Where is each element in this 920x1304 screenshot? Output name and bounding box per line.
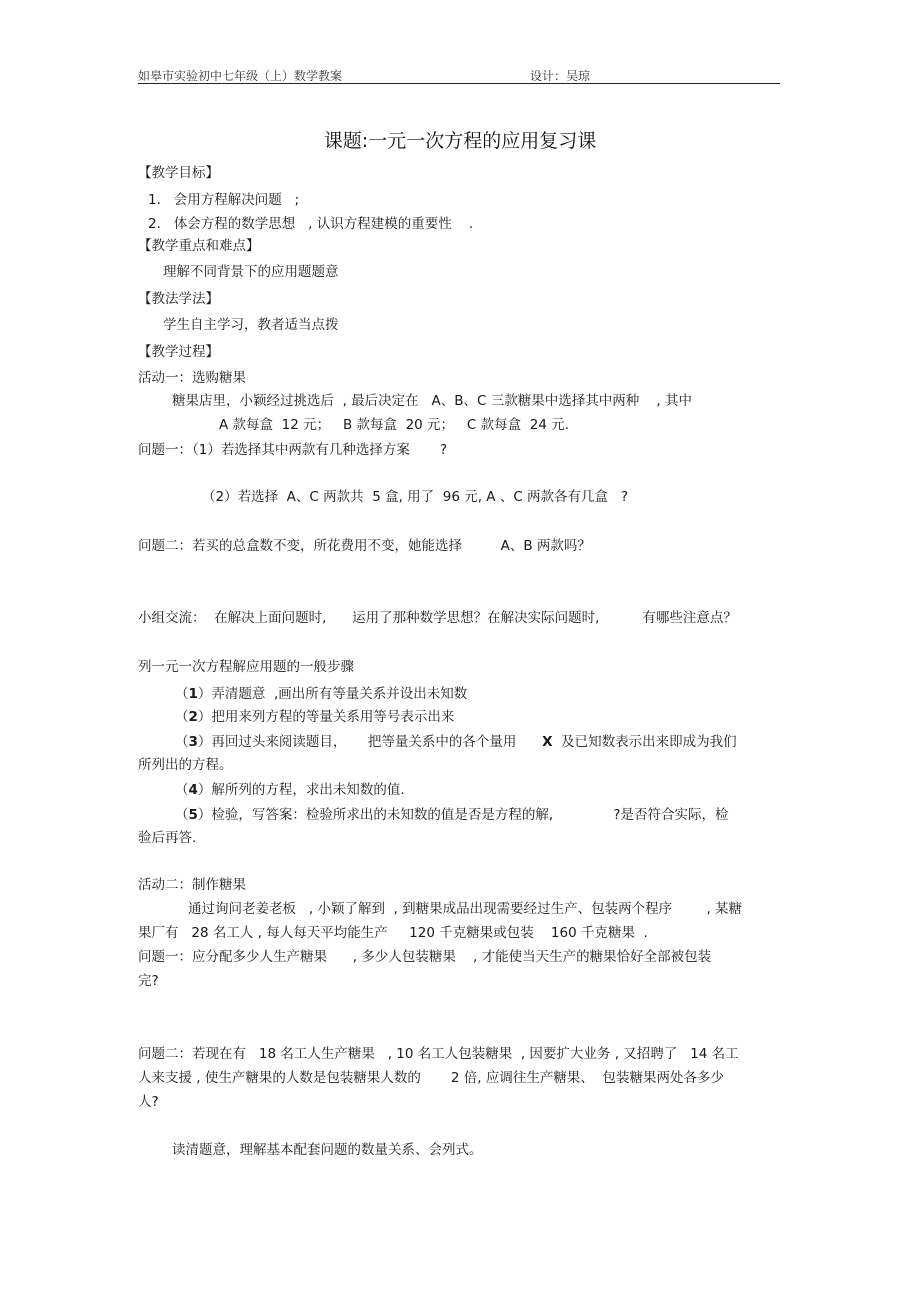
step-3-number: 3 bbox=[188, 734, 198, 750]
step-1: （1）弄清题意 ,画出所有等量关系并设出未知数 bbox=[175, 686, 468, 702]
closing-note: 读清题意，理解基本配套问题的数量关系、会列式。 bbox=[172, 1142, 483, 1158]
step-4-number: 4 bbox=[188, 782, 198, 798]
lesson-title: 课题:一元一次方程的应用复习课 bbox=[323, 130, 597, 152]
activity2-question2-line3: 人? bbox=[138, 1094, 159, 1110]
activity1-question1-part2: （2）若选择 A、C 两款共 5 盒, 用了 96 元, A 、C 两款各有几盒 ? bbox=[202, 489, 629, 505]
activity2-question2-line1: 问题二：若现在有 18 名工人生产糖果 , 10 名工人包装糖果 , 因要扩大业务 , 又招聘了 14 名工 bbox=[138, 1046, 739, 1062]
objective-item-2: 2. 体会方程的数学思想 , 认识方程建模的重要性 . bbox=[148, 216, 474, 232]
step-3: （3）再回过头来阅读题目， 把等量关系中的各个量用 X 及已知数表示出来即成为我们 bbox=[175, 734, 737, 750]
step-4-text: 解所列的方程，求出未知数的值. bbox=[211, 782, 405, 798]
step-1-text: 弄清题意 ,画出所有等量关系并设出未知数 bbox=[211, 686, 468, 702]
step-1-number: 1 bbox=[188, 686, 198, 702]
step-4: （4）解所列的方程，求出未知数的值. bbox=[175, 782, 405, 798]
header-divider bbox=[138, 83, 780, 84]
step-5-continuation: 验后再答. bbox=[138, 830, 197, 846]
step-5-text: 检验，写答案：检验所求出的未知数的值是否是方程的解, ?是否符合实际，检 bbox=[211, 807, 729, 823]
step-2-text: 把用来列方程的等量关系用等号表示出来 bbox=[211, 709, 455, 725]
step-3-variable: X bbox=[542, 734, 553, 750]
activity2-question1-line1: 问题一：应分配多少人生产糖果 , 多少人包装糖果 , 才能使当天生产的糖果恰好全部被包装 bbox=[138, 949, 712, 965]
header-school-course: 如皋市实验初中七年级（上）数学教案 bbox=[138, 69, 343, 83]
group-discussion: 小组交流： 在解决上面问题时, 运用了那种数学思想？在解决实际问题时, 有哪些注意点？ bbox=[138, 610, 737, 626]
steps-heading: 列一元一次方程解应用题的一般步骤 bbox=[138, 659, 354, 675]
objectives-heading: 【教学目标】 bbox=[138, 165, 219, 181]
activity1-line-1: 糖果店里，小颖经过挑选后 , 最后决定在 A、B、C 三款糖果中选择其中两种 , 其中 bbox=[172, 393, 692, 409]
step-3-text-a: 再回过头来阅读题目， 把等量关系中的各个量用 bbox=[211, 734, 517, 750]
step-3-text-b: 及已知数表示出来即成为我们 bbox=[561, 734, 737, 750]
process-heading: 【教学过程】 bbox=[138, 344, 219, 360]
key-points-heading: 【教学重点和难点】 bbox=[138, 238, 260, 254]
header-designer: 设计：吴琼 bbox=[530, 69, 591, 83]
activity2-question2-line2: 人来支援 , 使生产糖果的人数是包装糖果人数的 2 倍, 应调往生产糖果、 包装糖果两处各多少 bbox=[138, 1070, 724, 1086]
objective-item-1: 1. 会用方程解决问题 ; bbox=[148, 192, 300, 208]
step-2-number: 2 bbox=[188, 709, 198, 725]
activity1-heading: 活动一：选购糖果 bbox=[138, 370, 246, 386]
activity1-question1-part1: 问题一：（1）若选择其中两款有几种选择方案 ? bbox=[138, 442, 448, 458]
activity1-question2: 问题二：若买的总盒数不变，所花费用不变，她能选择 A、B 两款吗？ bbox=[138, 538, 591, 554]
step-5: （5）检验，写答案：检验所求出的未知数的值是否是方程的解, ?是否符合实际，检 bbox=[175, 807, 729, 823]
step-5-number: 5 bbox=[188, 807, 198, 823]
activity2-question1-line2: 完? bbox=[138, 973, 159, 989]
step-2: （2）把用来列方程的等量关系用等号表示出来 bbox=[175, 709, 455, 725]
activity2-line-2: 果厂有 28 名工人 , 每人每天平均能生产 120 千克糖果或包装 160 千克糖果 . bbox=[138, 925, 648, 941]
step-3-continuation: 所列出的方程。 bbox=[138, 757, 233, 773]
methods-text: 学生自主学习，教者适当点拨 bbox=[163, 317, 339, 333]
activity2-heading: 活动二：制作糖果 bbox=[138, 877, 246, 893]
activity1-line-2: A 款每盒 12 元； B 款每盒 20 元； C 款每盒 24 元. bbox=[219, 417, 569, 433]
activity2-line-1: 通过询问老姜老板 , 小颖了解到 , 到糖果成品出现需要经过生产、包装两个程序 , 某糖 bbox=[188, 901, 743, 917]
methods-heading: 【教法学法】 bbox=[138, 291, 219, 307]
key-points-text: 理解不同背景下的应用题题意 bbox=[163, 264, 339, 280]
